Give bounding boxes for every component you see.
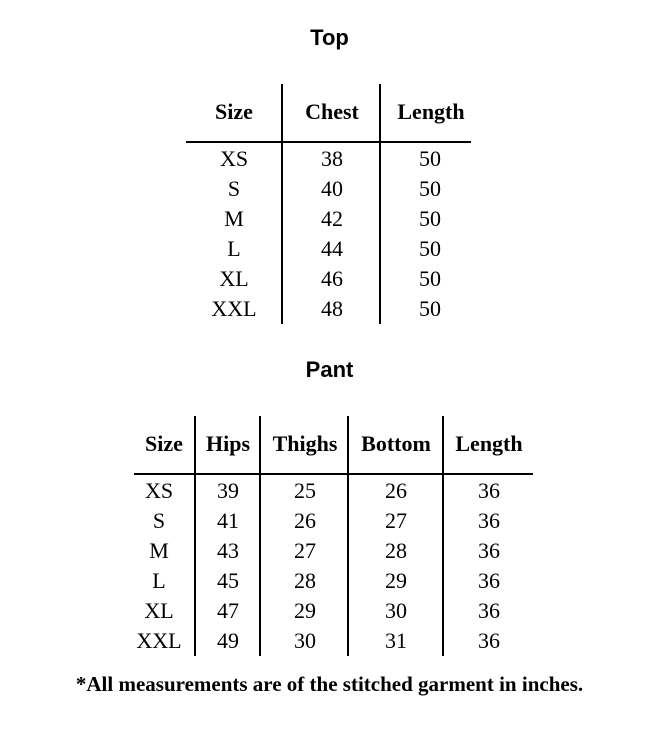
top-cell-size: M	[224, 206, 244, 231]
top-cell-chest: 46	[321, 266, 343, 291]
top-cell-length: 50	[419, 266, 441, 291]
pant-cell-thighs: 26	[294, 508, 316, 533]
pant-cell-size: M	[149, 538, 169, 563]
top-cell-size: XS	[219, 146, 249, 171]
pant-cell-length: 36	[478, 538, 500, 563]
pant-column-divider-4	[442, 416, 444, 656]
pant-cell-size: XS	[144, 478, 174, 503]
pant-cell-hips: 41	[217, 508, 239, 533]
pant-cell-hips: 45	[217, 568, 239, 593]
pant-cell-hips: 47	[217, 598, 239, 623]
pant-column-divider-1	[194, 416, 196, 656]
pant-cell-size: L	[152, 568, 166, 593]
pant-cell-thighs: 27	[294, 538, 316, 563]
top-cell-length: 50	[419, 236, 441, 261]
pant-cell-length: 36	[478, 478, 500, 503]
pant-cell-thighs: 29	[294, 598, 316, 623]
top-cell-length: 50	[419, 296, 441, 321]
pant-cell-size: XXL	[136, 628, 182, 653]
pant-cell-length: 36	[478, 598, 500, 623]
top-cell-chest: 44	[321, 236, 343, 261]
top-header-chest: Chest	[305, 99, 359, 124]
pant-header-bottom: Bottom	[361, 431, 431, 456]
top-header-size: Size	[215, 99, 253, 124]
pant-column-divider-2	[259, 416, 261, 656]
top-table-title: Top	[310, 25, 349, 50]
top-header-length: Length	[397, 99, 465, 124]
top-cell-size: XL	[219, 266, 249, 291]
top-cell-size: XXL	[211, 296, 257, 321]
pant-cell-thighs: 28	[294, 568, 316, 593]
pant-cell-thighs: 25	[294, 478, 316, 503]
pant-header-size: Size	[145, 431, 183, 456]
pant-cell-bottom: 29	[385, 568, 407, 593]
top-cell-length: 50	[419, 206, 441, 231]
pant-cell-bottom: 30	[385, 598, 407, 623]
pant-cell-length: 36	[478, 568, 500, 593]
pant-cell-bottom: 27	[385, 508, 407, 533]
pant-table-title: Pant	[305, 357, 354, 382]
pant-cell-size: XL	[144, 598, 174, 623]
pant-header-length: Length	[455, 431, 523, 456]
top-cell-chest: 48	[321, 296, 343, 321]
top-cell-size: S	[227, 176, 241, 201]
pant-cell-length: 36	[478, 628, 500, 653]
pant-cell-hips: 43	[217, 538, 239, 563]
measurement-note: *All measurements are of the stitched garment in inches.	[75, 672, 584, 696]
pant-cell-bottom: 28	[385, 538, 407, 563]
pant-header-hips: Hips	[205, 431, 251, 456]
top-cell-chest: 42	[321, 206, 343, 231]
top-cell-length: 50	[419, 176, 441, 201]
pant-cell-bottom: 31	[385, 628, 407, 653]
top-cell-size: L	[227, 236, 241, 261]
pant-cell-size: S	[152, 508, 166, 533]
pant-cell-hips: 39	[217, 478, 239, 503]
pant-header-thighs: Thighs	[272, 431, 338, 456]
pant-cell-length: 36	[478, 508, 500, 533]
pant-cell-thighs: 30	[294, 628, 316, 653]
pant-cell-hips: 49	[217, 628, 239, 653]
top-cell-chest: 40	[321, 176, 343, 201]
top-cell-length: 50	[419, 146, 441, 171]
top-cell-chest: 38	[321, 146, 343, 171]
pant-cell-bottom: 26	[385, 478, 407, 503]
